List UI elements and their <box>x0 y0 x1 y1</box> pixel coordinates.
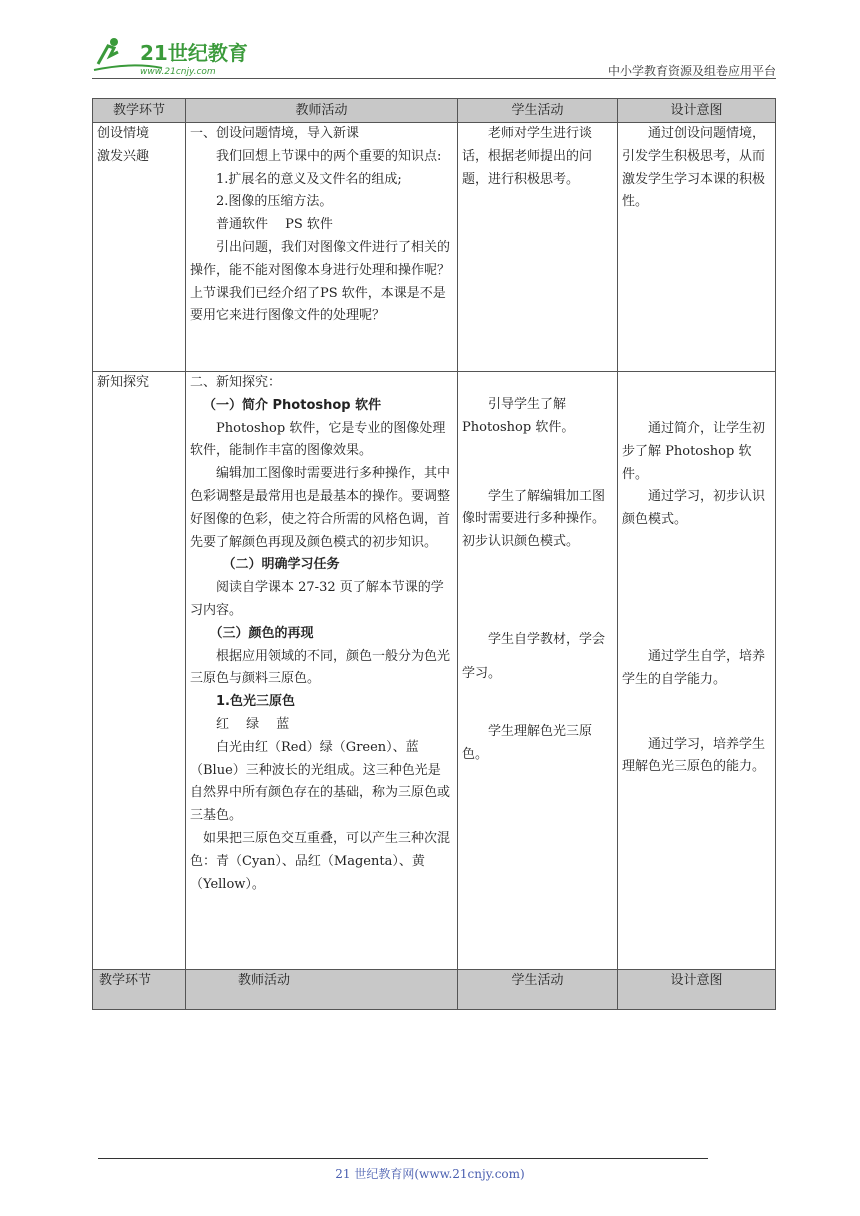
intent-text: 通过创设问题情境，引发学生积极思考，从而激发学生学习本课的积极性。 <box>622 126 766 210</box>
svg-text:www.21cnjy.com: www.21cnjy.com <box>140 67 216 77</box>
page-header <box>92 34 776 80</box>
footer-divider <box>98 1158 708 1159</box>
teacher-text: 二、新知探究： <box>190 375 282 390</box>
page-footer: 21 世纪教育网(www.21cnjy.com) <box>335 1167 525 1181</box>
section-heading: （二）明确学习任务 <box>222 557 340 573</box>
teacher-text: 一、创设问题情境，导入新课 <box>190 126 360 141</box>
table-header-row <box>93 99 776 123</box>
teacher-cell <box>186 123 458 372</box>
intent-text: 通过学习，初步认识颜色模式。 <box>622 489 766 528</box>
student-text: 引导学生了解Photoshop 软件。 <box>462 397 575 435</box>
table-row <box>93 123 776 372</box>
student-text: 老师对学生进行谈话，根据老师提出的问题，进行积极思考。 <box>462 126 593 187</box>
section-heading: （一）简介 Photoshop 软件 <box>203 397 382 413</box>
teacher-text: 白光由红（Red）绿（Green）、蓝（Blue）三种波长的光组成。这三种色光是自然界中所有颜色存在的基础，称为三原色或三基色。 <box>190 739 451 824</box>
teacher-text: 1.扩展名的意义及文件名的组成; <box>216 171 402 187</box>
teacher-text: 引出问题，我们对图像文件进行了相关的操作，能不能对图像本身进行处理和操作呢？上节课我们已经介绍了PS 软件，本课是不是要用它来进行图像文件的处理呢？ <box>190 239 451 324</box>
teacher-text: 如果把三原色交互重叠，可以产生三种次混色：青（Cyan）、品红（Magenta）、黄（Yellow）。 <box>190 830 451 892</box>
intent-text: 通过简介，让学生初步了解 Photoshop 软件。 <box>622 421 766 482</box>
teacher-text: 阅读自学课本 27-32 页了解本节课的学习内容。 <box>190 580 444 618</box>
teacher-text: 编辑加工图像时需要进行多种操作，其中色彩调整是最常用也是最基本的操作。要调整好图像的色彩，使之符合所需的风格色调，首先要了解颜色再现及颜色模式的初步知识。 <box>190 466 451 550</box>
platform-name: 中小学教育资源及组卷应用平台 <box>607 64 776 78</box>
table-footer-row <box>93 970 776 1010</box>
teacher-text: 2.图像的压缩方法。 <box>216 194 333 210</box>
intent-text: 通过学生自学，培养学生的自学能力。 <box>622 648 766 687</box>
header-cell: 教师活动 <box>186 99 458 123</box>
stage-label: 创设情境 <box>97 126 150 141</box>
intent-text: 通过学习，培养学生理解色光三原色的能力。 <box>622 736 766 775</box>
student-text: 学生了解编辑加工图像时需要进行多种操作。初步认识颜色模式。 <box>462 488 606 550</box>
svg-text:21世纪教育: 21世纪教育 <box>140 41 248 65</box>
header-cell: 学生活动 <box>458 99 618 123</box>
student-cell <box>458 123 618 372</box>
teacher-text: 普通软件 PS 软件 <box>216 217 333 233</box>
table-row <box>93 372 776 970</box>
stage-label: 新知探究 <box>97 375 150 390</box>
student-cell <box>458 372 618 970</box>
footer-cell: 学生活动 <box>458 970 618 1010</box>
teacher-text: 我们回想上节课中的两个重要的知识点: <box>216 148 442 164</box>
footer-cell: 设计意图 <box>618 970 776 1010</box>
stage-label: 激发兴趣 <box>97 148 150 164</box>
stage-cell <box>93 372 186 970</box>
teacher-cell <box>186 372 458 970</box>
site-logo <box>92 34 262 78</box>
intent-cell <box>618 123 776 372</box>
section-heading: 1.色光三原色 <box>216 694 295 710</box>
footer-cell: 教学环节 <box>93 970 186 1010</box>
student-text: 学生理解色光三原色。 <box>462 723 593 762</box>
stage-cell <box>93 123 186 372</box>
teacher-text: Photoshop 软件，它是专业的图像处理软件，能制作丰富的图像效果。 <box>190 420 446 459</box>
intent-cell <box>618 372 776 970</box>
lesson-plan-table <box>92 98 776 1010</box>
section-heading: （三）颜色的再现 <box>209 625 314 641</box>
header-cell: 教学环节 <box>93 99 186 123</box>
header-cell: 设计意图 <box>618 99 776 123</box>
teacher-text: 红 绿 蓝 <box>216 716 290 732</box>
student-text: 学生自学教材，学会学习。 <box>462 631 606 681</box>
teacher-text: 根据应用领域的不同，颜色一般分为色光三原色与颜料三原色。 <box>190 648 451 687</box>
header-divider <box>92 78 776 79</box>
footer-cell: 教师活动 <box>186 970 458 1010</box>
